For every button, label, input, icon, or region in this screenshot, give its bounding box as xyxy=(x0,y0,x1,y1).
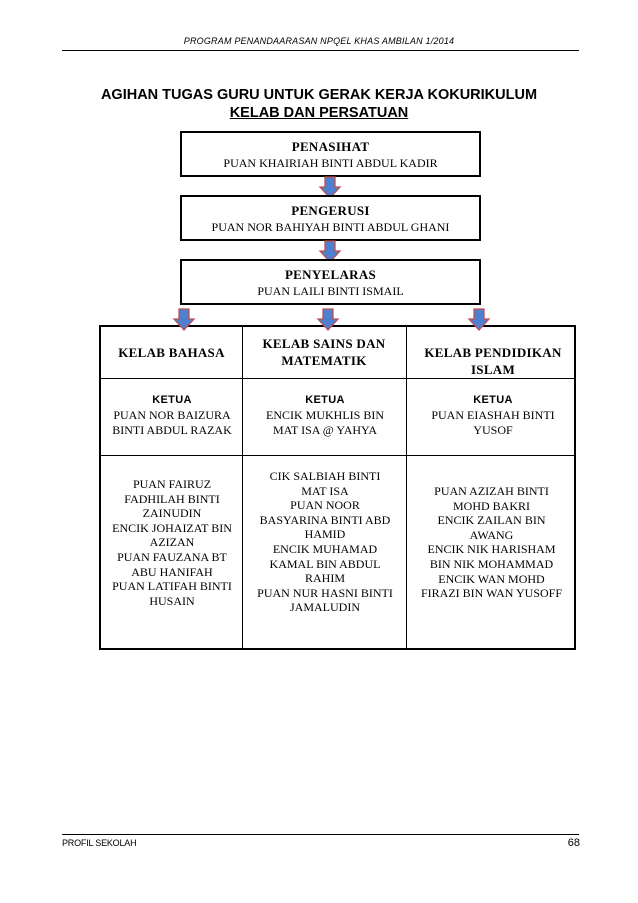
member-line: JAMALUDIN xyxy=(290,600,360,615)
penyelaras-name: PUAN LAILI BINTI ISMAIL xyxy=(257,284,404,298)
member-line: CIK SALBIAH BINTI xyxy=(269,469,381,483)
document-title xyxy=(0,86,638,122)
club-name-bahasa: KELAB BAHASA xyxy=(118,345,225,360)
member-line: HUSAIN xyxy=(149,593,195,608)
ketua-pendidikan-islam xyxy=(419,393,567,437)
member-line: PUAN FAUZANA BT xyxy=(117,549,227,564)
header-rule xyxy=(62,50,579,51)
member-line: ABU HANIFAH xyxy=(131,564,213,579)
ketua-name: PUAN EIASHAH BINTI YUSOF xyxy=(431,408,555,437)
member-line: AZIZAN xyxy=(149,535,195,550)
members-bahasa xyxy=(103,477,241,608)
member-line: ENCIK MUHAMAD xyxy=(272,541,378,556)
ketua-name: ENCIK MUKHLIS BIN MAT ISA @ YAHYA xyxy=(266,408,384,437)
pengerusi-box xyxy=(180,195,481,241)
member-line: PUAN FAIRUZ xyxy=(132,477,212,491)
members-sains-matematik xyxy=(245,469,405,615)
arrow-down-icon xyxy=(172,308,196,332)
member-line: ENCIK WAN MOHD xyxy=(438,571,545,586)
ketua-label: KETUA xyxy=(152,394,192,406)
footer-section-label: PROFIL SEKOLAH xyxy=(62,838,137,848)
member-line: PUAN NUR HASNI BINTI xyxy=(257,585,393,600)
member-line: PUAN AZIZAH BINTI xyxy=(434,484,549,498)
title-line-1: AGIHAN TUGAS GURU UNTUK GERAK KERJA KOKURIKULUM xyxy=(100,87,538,103)
club-name-pendidikan-islam: KELAB PENDIDIKAN ISLAM xyxy=(424,345,562,377)
penasihat-box xyxy=(180,131,481,177)
member-line: FIRAZI BIN WAN YUSOFF xyxy=(420,586,563,601)
penyelaras-box xyxy=(180,259,481,305)
ketua-name: PUAN NOR BAIZURA BINTI ABDUL RAZAK xyxy=(112,408,232,437)
member-line: HAMID xyxy=(304,527,346,542)
arrow-down-icon xyxy=(316,308,340,332)
member-line: MAT ISA xyxy=(301,483,349,498)
row-divider xyxy=(101,378,574,379)
arrow-down-icon xyxy=(467,308,491,332)
member-line: ZAINUDIN xyxy=(142,506,202,521)
member-line: MOHD BAKRI xyxy=(452,498,530,513)
member-line: PUAN NOOR xyxy=(290,498,360,513)
pengerusi-name: PUAN NOR BAHIYAH BINTI ABDUL GHANI xyxy=(211,220,450,234)
pengerusi-role: PENGERUSI xyxy=(291,203,370,218)
member-line: ENCIK JOHAIZAT BIN xyxy=(112,520,232,535)
member-line: ENCIK ZAILAN BIN xyxy=(437,513,546,528)
penasihat-name: PUAN KHAIRIAH BINTI ABDUL KADIR xyxy=(223,156,438,170)
member-line: RAHIM xyxy=(304,571,345,586)
penyelaras-role: PENYELARAS xyxy=(284,267,377,282)
column-divider xyxy=(242,327,243,648)
footer-rule xyxy=(62,834,579,835)
member-line: PUAN LATIFAH BINTI xyxy=(112,579,232,594)
members-pendidikan-islam xyxy=(407,484,576,601)
row-divider xyxy=(101,455,574,456)
member-line: BASYARINA BINTI ABD xyxy=(259,512,391,527)
club-name-sains-matematik: KELAB SAINS DAN MATEMATIK xyxy=(262,336,386,368)
member-line: BIN NIK MOHAMMAD xyxy=(429,556,554,571)
title-line-2: KELAB DAN PERSATUAN xyxy=(229,105,409,121)
member-line: ENCIK NIK HARISHAM xyxy=(427,542,556,557)
member-line: KAMAL BIN ABDUL xyxy=(269,556,381,571)
ketua-sains-matematik xyxy=(258,393,392,437)
ketua-label: KETUA xyxy=(305,394,345,406)
member-line: FADHILAH BINTI xyxy=(124,491,220,506)
running-header: PROGRAM PENANDAARASAN NPQEL KHAS AMBILAN 1/2014 xyxy=(183,36,455,46)
clubs-table xyxy=(99,325,576,650)
ketua-label: KETUA xyxy=(473,394,513,406)
member-line: AWANG xyxy=(469,527,514,542)
penasihat-role: PENASIHAT xyxy=(291,139,370,154)
ketua-bahasa xyxy=(103,393,241,437)
page-number: 68 xyxy=(567,837,580,849)
